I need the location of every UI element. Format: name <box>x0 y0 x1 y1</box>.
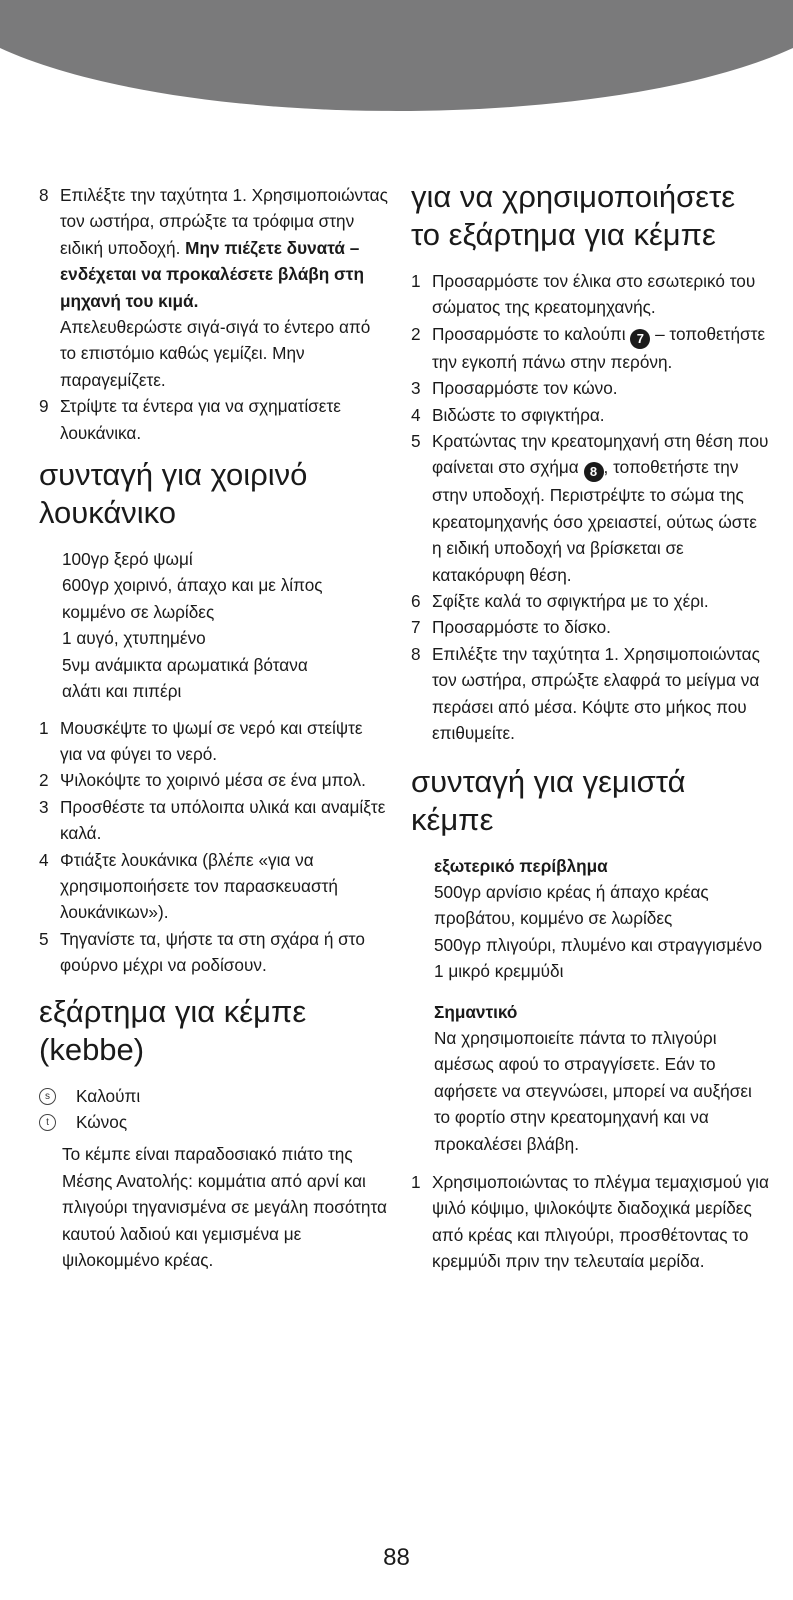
part-letter-t: t <box>39 1114 56 1131</box>
step-text: Σφίξτε καλά το σφιγκτήρα με το χέρι. <box>432 591 709 612</box>
step-text: Φτιάξτε λουκάνικα (βλέπε «για να χρησιμοποιήσετε τον παρασκευαστή λουκάνικων»). <box>60 849 338 923</box>
step-number: 1 <box>39 717 49 738</box>
step-text: Τηγανίστε τα, ψήστε τα στη σχάρα ή στο φούρνο μέχρι να ροδίσουν. <box>60 928 365 976</box>
step-number: 8 <box>411 643 421 664</box>
step-item <box>411 321 771 375</box>
part-label: Καλούπι <box>76 1085 141 1106</box>
step-text: Επιλέξτε την ταχύτητα 1. Χρησιμοποιώντας τον ωστήρα, σπρώξτε ελαφρά το μείγμα να περάσει από μέσα. Κόψτε στο μήκος που επιθυμείτε. <box>432 643 760 744</box>
kebbe-description: Το κέμπε είναι παραδοσιακό πιάτο της Μέσης Ανατολής: κομμάτια από αρνί και πλιγούρι τηγανισμένα σε μεγάλη ποσότητα καυτού λαδιού και γεμισμένα με ψιλοκομμένο κρέας. <box>62 1144 387 1270</box>
pork-steps <box>39 715 389 979</box>
ingredient-item: 600γρ χοιρινό, άπαχο και με λίπος κομμένο σε λωρίδες <box>62 575 323 622</box>
step-item <box>411 1169 771 1275</box>
kebbe-recipe-steps <box>411 1169 771 1275</box>
step-text: Χρησιμοποιώντας το πλέγμα τεμαχισμού για ψιλό κόψιμο, ψιλοκόψτε διαδοχικά μερίδες από κρέας και πλιγούρι, προσθέτοντας το κρεμμύδι πριν την τελευταία μερίδα. <box>432 1171 769 1272</box>
step-text-plain: – τοποθετήστε την εγκοπή πάνω στην περόνη. <box>432 323 766 372</box>
ingredient-item: 100γρ ξερό ψωμί <box>62 549 193 570</box>
part-item <box>39 1083 389 1109</box>
step-number: 3 <box>39 796 49 817</box>
step-text-plain: Προσαρμόστε το καλούπι <box>432 323 631 344</box>
right-column <box>411 178 771 1275</box>
step-item <box>411 588 771 614</box>
pork-ingredients-list <box>39 546 389 704</box>
step-number: 8 <box>39 185 49 205</box>
sausage-steps-continued <box>39 182 389 446</box>
step-item <box>39 926 389 979</box>
kebbe-ingredients <box>411 853 771 1157</box>
step-text-continued: Απελευθερώστε σιγά-σιγά το έντερο από το επιστόμιο καθώς γεμίζει. Μην παραγεμίζετε. <box>60 317 371 390</box>
page-number: 88 <box>383 1544 410 1571</box>
step-text-plain: , τοποθετήστε την στην υποδοχή. Περιστρέψτε το σώμα της κρεατομηχανής όσο χρειαστεί, ούτως ώστε η ειδική υποδοχή να βρίσκεται σε κατακόρυφη θέση. <box>432 457 757 585</box>
step-number: 6 <box>411 591 421 612</box>
ingredient-item: 1 μικρό κρεμμύδι <box>434 961 564 982</box>
ingredient-item: αλάτι και πιπέρι <box>62 681 182 702</box>
step-text: Προσαρμόστε τον έλικα στο εσωτερικό του σώματος της κρεατομηχανής. <box>432 271 756 318</box>
kebbe-parts-list <box>39 1083 389 1136</box>
ingredient-item: 500γρ πλιγούρι, πλυμένο και στραγγισμένο <box>434 934 763 955</box>
part-item <box>39 1109 389 1135</box>
step-item <box>39 393 389 446</box>
pork-sausage-heading: συνταγή για χοιρινό λουκάνικο <box>39 457 308 531</box>
step-number: 3 <box>411 378 421 399</box>
step-text-plain: Κρατώντας την κρεατομηχανή στη θέση που φαίνεται στο σχήμα <box>432 431 769 478</box>
step-number: 1 <box>411 271 421 291</box>
ingredient-item: 5νμ ανάμικτα αρωματικά βότανα <box>62 654 308 675</box>
figure-reference-badge: 8 <box>584 462 604 482</box>
step-item <box>411 428 771 588</box>
outer-shell-title: εξωτερικό περίβλημα <box>434 855 608 876</box>
step-item <box>39 182 389 393</box>
step-text: Προσθέστε τα υπόλοιπα υλικά και αναμίξτε καλά. <box>60 796 386 844</box>
step-number: 9 <box>39 396 49 417</box>
step-number: 4 <box>39 849 49 870</box>
step-text: Προσαρμόστε τον κώνο. <box>432 378 618 399</box>
step-number: 5 <box>411 431 421 452</box>
ingredient-item: 500γρ αρνίσιο κρέας ή άπαχο κρέας προβάτου, κομμένο σε λωρίδες <box>434 881 709 929</box>
step-number: 1 <box>411 1171 421 1192</box>
header-wave-banner <box>0 0 793 130</box>
use-kebbe-steps <box>411 268 771 747</box>
step-text: Προσαρμόστε το δίσκο. <box>432 617 611 638</box>
step-text: Μουσκέψτε το ψωμί σε νερό και στείψτε για να φύγει το νερό. <box>60 717 363 764</box>
important-text: Να χρησιμοποιείτε πάντα το πλιγούρι αμέσως αφού το στραγγίσετε. Εάν το αφήσετε να στεγνώσει, μπορεί να αυξήσει το φορτίο στην κρεατομηχανή και να προκαλέσει βλάβη. <box>434 1027 752 1154</box>
step-text: Βιδώστε το σφιγκτήρα. <box>432 404 605 425</box>
step-item <box>411 641 771 747</box>
kebbe-attachment-heading: εξάρτημα για κέμπε (kebbe) <box>39 993 307 1067</box>
step-number: 4 <box>411 404 421 425</box>
step-text-plain: Επιλέξτε την ταχύτητα 1. Χρησιμοποιώντας τον ωστήρα, σπρώξτε τα τρόφιμα στην ειδική υποδοχή. <box>60 185 388 258</box>
step-number: 7 <box>411 617 421 638</box>
step-text <box>60 182 389 314</box>
step-text <box>432 428 771 588</box>
step-item <box>411 375 771 401</box>
step-item <box>39 715 389 768</box>
important-title: Σημαντικό <box>434 1001 518 1022</box>
step-number: 2 <box>39 770 49 791</box>
part-letter-s: s <box>39 1088 56 1105</box>
step-text: Στρίψτε τα έντερα για να σχηματίσετε λουκάνικα. <box>60 396 341 443</box>
step-number: 2 <box>411 323 421 344</box>
step-item <box>411 268 771 321</box>
left-column <box>39 182 389 1273</box>
step-item <box>39 847 389 926</box>
use-kebbe-heading: για να χρησιμοποιήσετε το εξάρτημα για κέμπε <box>411 179 736 252</box>
step-number: 5 <box>39 928 49 949</box>
step-text <box>432 321 771 375</box>
figure-reference-badge: 7 <box>630 329 650 349</box>
step-warning-bold: Μην πιέζετε δυνατά – ενδέχεται να προκαλέσετε βλάβη στη μηχανή του κιμά. <box>60 237 364 311</box>
step-item <box>411 402 771 428</box>
stuffed-kebbe-heading: συνταγή για γεμιστά κέμπε <box>411 763 686 837</box>
step-item <box>411 614 771 640</box>
important-note <box>434 999 771 1157</box>
step-item <box>39 794 389 847</box>
ingredient-item: 1 αυγό, χτυπημένο <box>62 628 206 649</box>
step-text: Ψιλοκόψτε το χοιρινό μέσα σε ένα μπολ. <box>60 770 366 791</box>
step-item <box>39 767 389 793</box>
part-label: Κώνος <box>76 1111 128 1132</box>
